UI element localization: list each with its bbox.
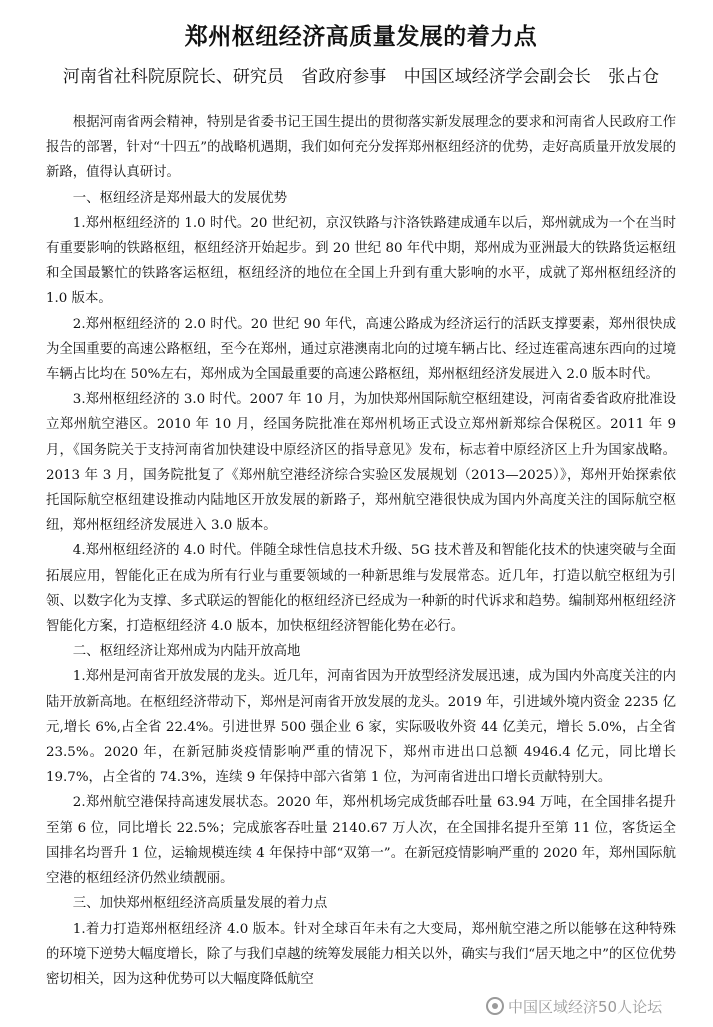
paragraph-1-4: 4.郑州枢纽经济的 4.0 时代。伴随全球性信息技术升级、5G 技术普及和智能化技术的快速突破与全面拓展应用，智能化正在成为所有行业与重要领域的一种新思维与发展常态。近几年，打造以航空枢纽为引领、以数字化为支撑、多式联运的智能化的枢纽经济已经成为一种新的时代诉求和趋势。编制郑州枢纽经济智能化方案，打造枢纽经济 4.0 版本，加快枢纽经济智能化势在必行。 [46,543,676,635]
paragraph-1-1: 1.郑州枢纽经济的 1.0 时代。20 世纪初，京汉铁路与汴洛铁路建成通车以后，郑州就成为一个在当时有重要影响的铁路枢纽，枢纽经济开始起步。到 20 世纪 80 年代中期，郑州成为亚洲最大的铁路货运枢纽和全国最繁忙的铁路客运枢纽，枢纽经济的地位在全国上升到有重大影响的水平，成就了郑州枢纽经济的 1.0 版本。 [46,215,676,307]
author-role-2: 省政府参事 [301,67,387,87]
section-heading-1: 一、枢纽经济是郑州最大的发展优势 [72,190,288,206]
wechat-channel-icon [486,997,504,1015]
author-role-3: 中国区域经济学会副会长 [403,67,591,87]
paragraph-2-1: 1.郑州是河南省开放发展的龙头。近几年，河南省因为开放型经济发展迅速，成为国内外高度关注的内陆开放新高地。在枢纽经济带动下，郑州是河南省开放发展的龙头。2019 年，引进域外境内资金 2235 亿元,增长 6%,占全省 22.4%。引进世界 500 强企业 6 家，实际吸收外资 44 亿美元，增长 5.0%，占全省 23.5%。2020 年，在新冠肺炎疫情影响严重的情况下，郑州市进出口总额 4946.4 亿元，同比增长 19.7%，占全省的 74.3%，连续 9 年保持中部六省第 1 位，为河南省进出口增长贡献特别大。 [46,669,676,786]
paragraph-2-2: 2.郑州航空港保持高速发展状态。2020 年，郑州机场完成货邮吞吐量 63.94 万吨，在全国排名提升至第 6 位，同比增长 22.5%；完成旅客吞吐量 2140.67 万人次，在全国排名提升至第 11 位，客货运全国排名均晋升 1 位，运输规模连续 4 年保持中部“双第一”。在新冠疫情影响严重的 2020 年，郑州国际航空港的枢纽经济仍然业绩靓丽。 [46,795,676,887]
watermark-text: 中国区域经济50人论坛 [508,997,663,1016]
author-byline [46,64,676,90]
article-title: 郑州枢纽经济高质量发展的着力点 [184,24,538,50]
author-role-1: 河南省社科院原院长、研究员 [62,67,284,87]
paragraph-3-1: 1.着力打造郑州枢纽经济 4.0 版本。针对全球百年未有之大变局，郑州航空港之所以能够在这种特殊的环境下逆势大幅度增长，除了与我们卓越的统筹发展能力相关以外，确实与我们“居天地之中”的区位优势密切相关，因为这种优势可以大幅度降低航空 [46,921,676,987]
intro-paragraph: 根据河南省两会精神，特别是省委书记王国生提出的贯彻落实新发展理念的要求和河南省人民政府工作报告的部署，针对“十四五”的战略机遇期，我们如何充分发挥郑州枢纽经济的优势，走好高质量开放发展的新路，值得认真研讨。 [46,115,676,181]
paragraph-1-3: 3.郑州枢纽经济的 3.0 时代。2007 年 10 月，为加快郑州国际航空枢纽建设，河南省委省政府批准设立郑州航空港区。2010 年 10 月，经国务院批准在郑州机场正式设立郑州新郑综合保税区。2011 年 9 月，《国务院关于支持河南省加快建设中原经济区的指导意见》发布，标志着中原经济区上升为国家战略。2013 年 3 月，国务院批复了《郑州航空港经济综合实验区发展规划（2013—2025）》，郑州开始探索依托国际航空枢纽建设推动内陆地区开放发展的新路子，郑州航空港很快成为国内外高度关注的国际航空枢纽，郑州枢纽经济发展进入 3.0 版本。 [46,392,676,534]
watermark [486,993,662,1019]
section-heading-2: 二、枢纽经济让郑州成为内陆开放高地 [72,644,301,660]
paragraph-1-2: 2.郑州枢纽经济的 2.0 时代。20 世纪 90 年代，高速公路成为经济运行的活跃支撑要素，郑州很快成为全国重要的高速公路枢纽，至今在郑州，通过京港澳南北向的过境车辆占比、经过连霍高速东西向的过境车辆占比均在 50%左右，郑州成为全国最重要的高速公路枢纽，郑州枢纽经济发展进入 2.0 版本时代。 [46,316,676,383]
author-name: 张占仓 [608,67,660,87]
section-heading-3: 三、加快郑州枢纽经济高质量发展的着力点 [72,896,328,912]
article [46,20,676,992]
